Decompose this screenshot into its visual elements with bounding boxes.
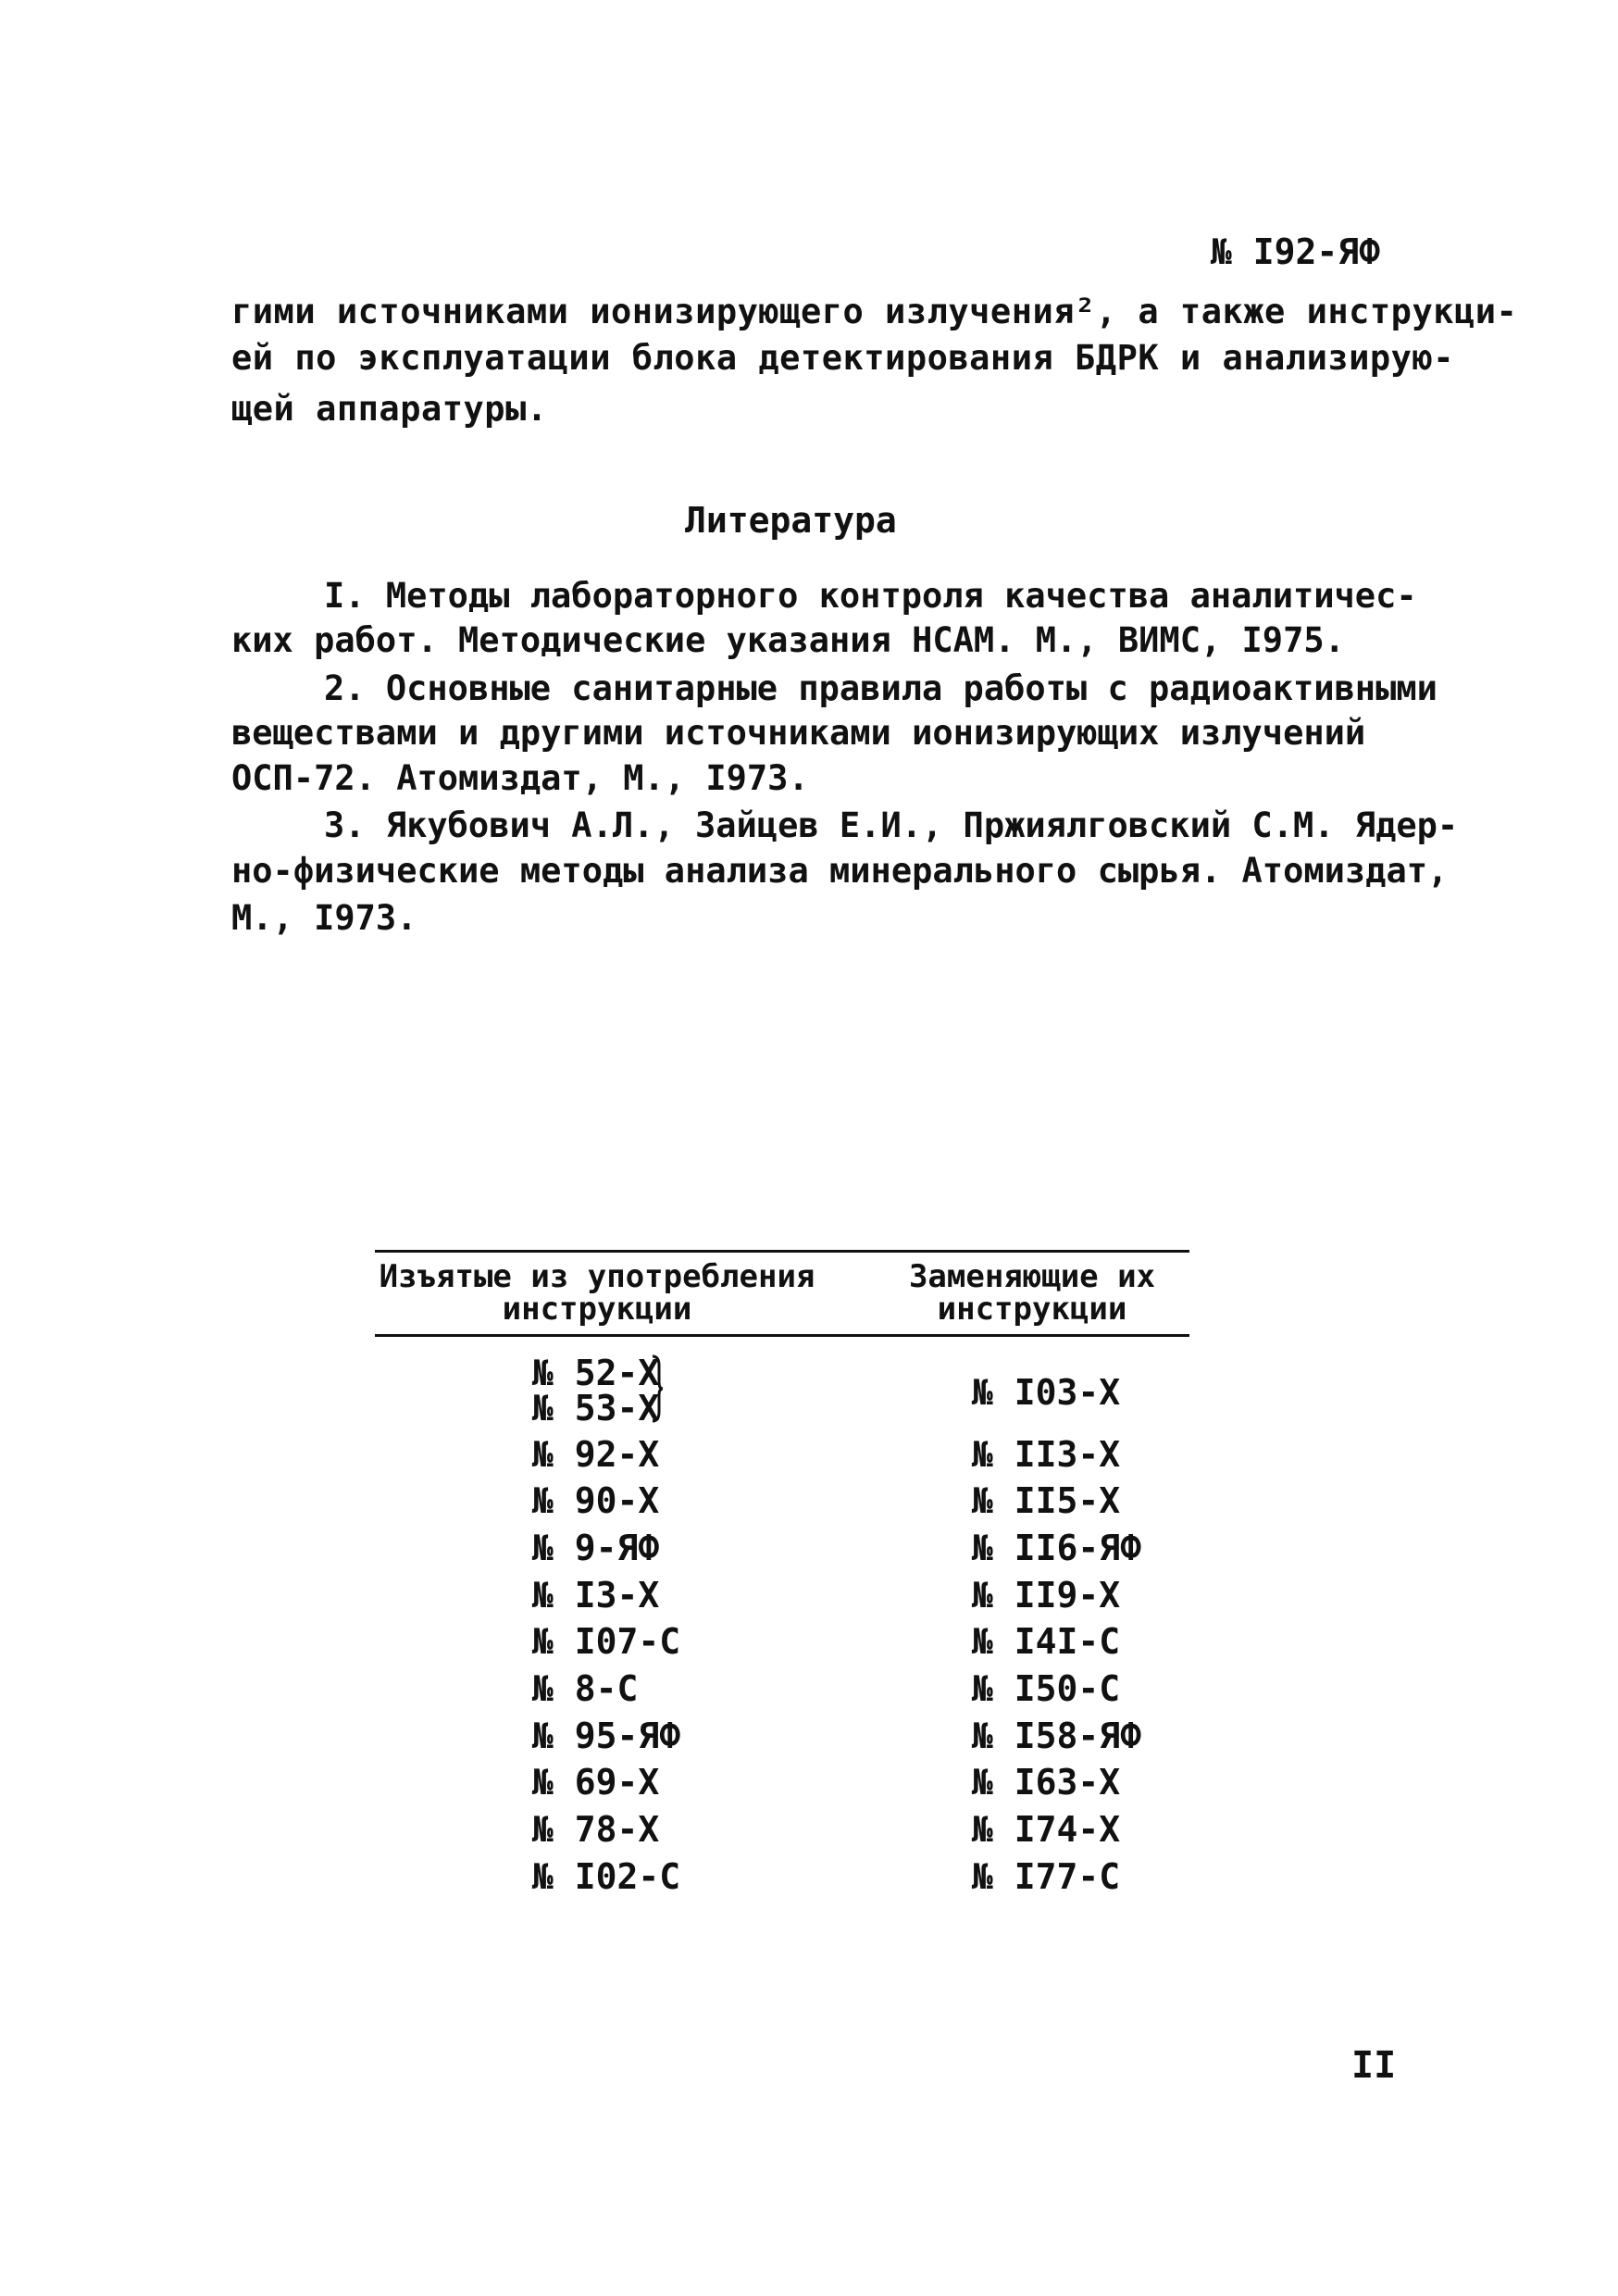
literature-line-1: I. Методы лабораторного контроля качества аналитичес- [324,576,1417,616]
table-header-rule [375,1334,1189,1337]
literature-line-3: 2. Основные санитарные правила работы с радиоактивными [324,668,1438,708]
withdrawn-cell: № 69-Х [532,1762,660,1803]
literature-line-2: ких работ. Методические указания НСАМ. М., ВИМС, I975. [231,620,1345,660]
replacing-cell: № II5-Х [972,1480,1121,1521]
body-text-line-3: щей аппаратуры. [231,389,548,429]
page-number: II [1351,2044,1397,2087]
withdrawn-cell: № I3-Х [532,1575,660,1616]
withdrawn-cell: № 8-С [532,1668,639,1709]
body-text-line-2: ей по эксплуатации блока детектирования БДРК и анализирую- [231,338,1455,378]
withdrawn-cell: № 90-Х [532,1480,660,1521]
right-brace-icon [651,1354,664,1423]
replacing-cell: № II9-Х [972,1575,1121,1616]
literature-heading: Литература [685,500,897,541]
withdrawn-cell: № 92-Х [532,1434,660,1475]
replacing-cell: № II3-Х [972,1434,1121,1475]
header-replacing: Заменяющие их инструкции [908,1258,1156,1328]
withdrawn-cell: № 95-ЯФ [532,1716,681,1756]
withdrawn-cell: № 52-Х № 53-Х [532,1353,660,1429]
literature-line-8: М., I973. [231,898,417,938]
replacing-cell: № I4I-С [972,1621,1121,1662]
replacing-cell: № I03-Х [972,1372,1121,1413]
withdrawn-cell: № I07-С [532,1621,681,1662]
replacing-cell: № I58-ЯФ [972,1716,1142,1756]
literature-line-6: 3. Якубович А.Л., Зайцев Е.И., Пржиялговский С.М. Ядер- [324,805,1459,845]
table-top-rule [375,1250,1189,1253]
header-withdrawn: Изъятые из употребления инструкции [379,1258,815,1328]
body-text-line-1: гими источниками ионизирующего излучения², а также инструкци- [231,292,1518,331]
literature-line-5: ОСП-72. Атомиздат, М., I973. [231,758,809,798]
withdrawn-cell: № I02-С [532,1856,681,1897]
replacing-cell: № I77-С [972,1856,1121,1897]
withdrawn-cell: № 9-ЯФ [532,1528,660,1568]
literature-line-4: веществами и другими источниками ионизирующих излучений [231,713,1366,753]
replacing-cell: № I63-Х [972,1762,1121,1803]
withdrawn-cell: № 78-Х [532,1809,660,1850]
literature-line-7: но-физические методы анализа минерального сырья. Атомиздат, [231,851,1449,891]
replacing-cell: № II6-ЯФ [972,1528,1142,1568]
replacing-cell: № I50-С [972,1668,1121,1709]
document-number: № I92-ЯФ [1211,231,1381,272]
replacing-cell: № I74-Х [972,1809,1121,1850]
